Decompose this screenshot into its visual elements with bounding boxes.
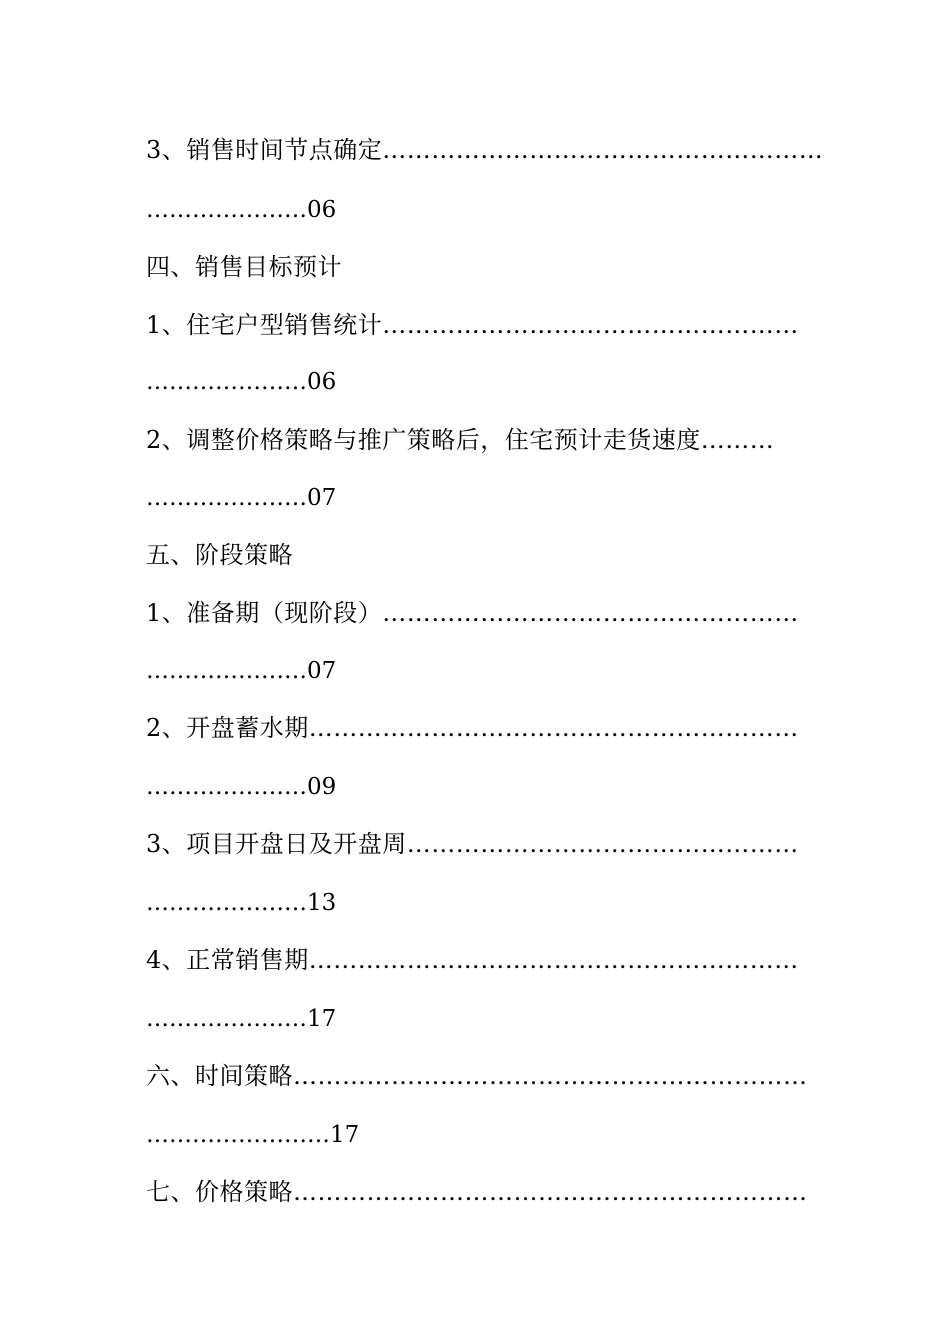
toc-entry-preparation-phase: 1、准备期（现阶段）…………………………………………… [146,599,799,627]
toc-entry-unit-sales-stats: 1、住宅户型销售统计…………………………………………… [146,311,799,339]
toc-entry-sales-timeline: 3、销售时间节点确定……………………………………………… [146,136,824,164]
toc-entry-pre-opening-phase: 2、开盘蓄水期…………………………………………………… [146,714,799,742]
toc-section-phase-strategy: 五、阶段策略 [146,541,293,569]
toc-section-time-strategy: 六、时间策略……………………………………………………… [146,1062,808,1090]
toc-entry-normal-sales-phase: 4、正常销售期…………………………………………………… [146,946,799,974]
toc-page-number: …………………17 [146,1006,337,1032]
toc-section-price-strategy: 七、价格策略……………………………………………………… [146,1178,808,1206]
toc-page-number: …………………13 [146,890,337,916]
toc-page-number: ……………………17 [146,1122,360,1148]
toc-page-number: …………………07 [146,658,337,684]
toc-entry-expected-sales-speed: 2、调整价格策略与推广策略后，住宅预计走货速度……… [146,426,775,454]
toc-section-sales-target: 四、销售目标预计 [146,253,342,281]
toc-page-number: …………………06 [146,197,337,223]
toc-page-number: …………………09 [146,774,337,800]
toc-page-number: …………………06 [146,369,337,395]
toc-entry-opening-day-week: 3、项目开盘日及开盘周………………………………………… [146,830,799,858]
toc-page-number: …………………07 [146,485,337,511]
